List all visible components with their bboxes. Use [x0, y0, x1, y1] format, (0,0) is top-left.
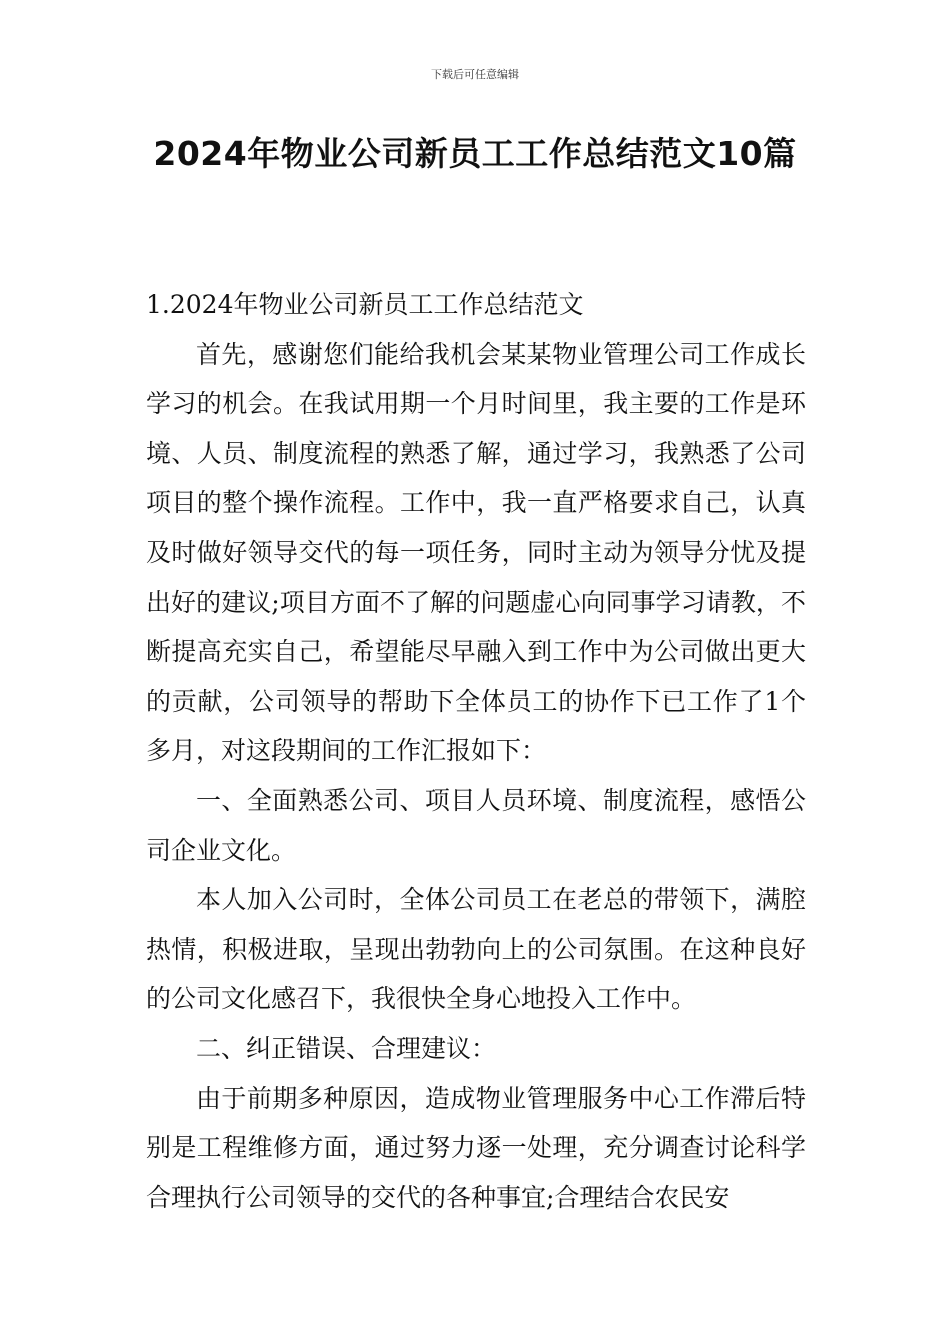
section-heading: 1.2024年物业公司新员工工作总结范文	[146, 290, 584, 319]
document-title: 2024年物业公司新员工工作总结范文10篇	[153, 134, 797, 173]
document-body	[146, 280, 806, 1222]
body-paragraph: 首先，感谢您们能给我机会某某物业管理公司工作成长学习的机会。在我试用期一个月时间里，我主要的工作是环境、人员、制度流程的熟悉了解，通过学习，我熟悉了公司项目的整个操作流程。工作中，我一直严格要求自己，认真及时做好领导交代的每一项任务，同时主动为领导分忧及提出好的建议;项目方面不了解的问题虚心向同事学习请教，不断提高充实自己，希望能尽早融入到工作中为公司做出更大的贡献，公司领导的帮助下全体员工的协作下已工作了1个多月，对这段期间的工作汇报如下：	[146, 339, 806, 766]
body-paragraph: 二、纠正错误、合理建议：	[196, 1033, 497, 1063]
body-paragraph: 一、全面熟悉公司、项目人员环境、制度流程，感悟公司企业文化。	[146, 785, 806, 865]
body-paragraph: 本人加入公司时，全体公司员工在老总的带领下，满腔热情，积极进取，呈现出勃勃向上的公司氛围。在这种良好的公司文化感召下，我很快全身心地投入工作中。	[146, 885, 806, 1014]
body-paragraph: 由于前期多种原因，造成物业管理服务中心工作滞后特别是工程维修方面，通过努力逐一处理，充分调查讨论科学合理执行公司领导的交代的各种事宜;合理结合农民安	[146, 1083, 806, 1212]
header-note: 下载后可任意编辑	[431, 68, 519, 81]
